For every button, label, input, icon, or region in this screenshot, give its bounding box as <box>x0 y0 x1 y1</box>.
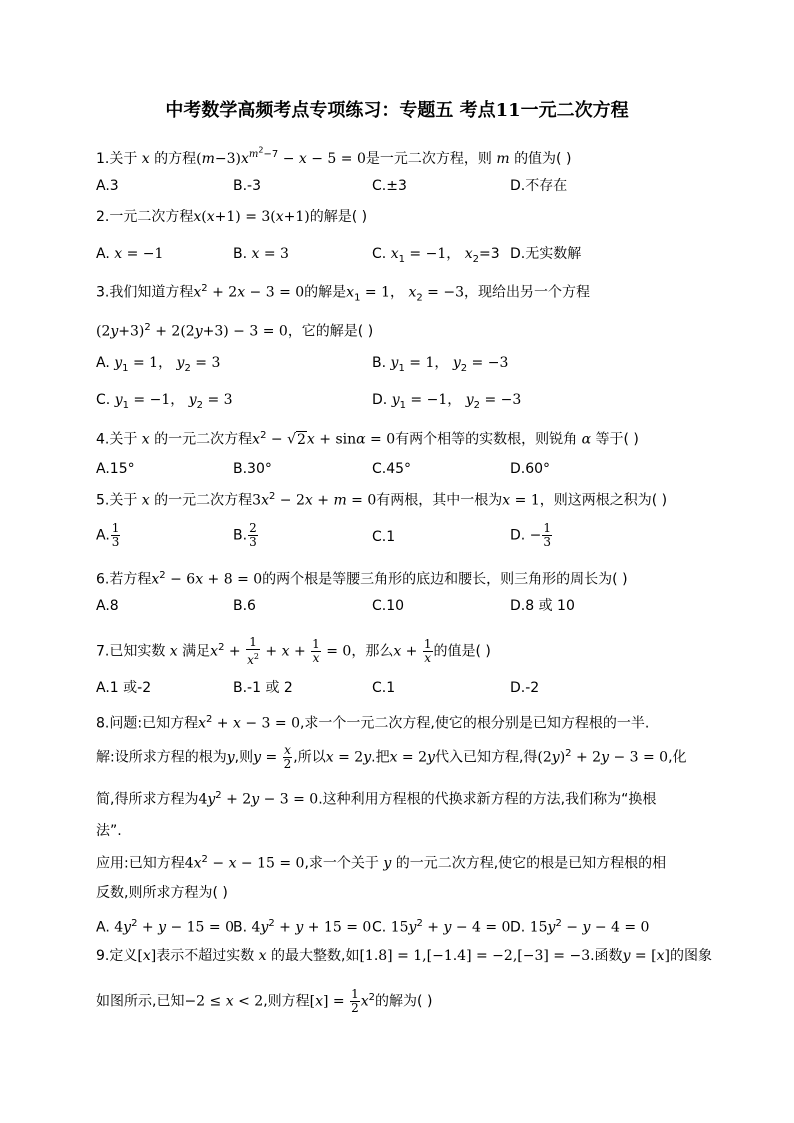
question-8-option-a: A. $4y^2 + y - 15 = 0$ <box>96 918 234 936</box>
question-3-stem-line-1: 3.我们知道方程$x^2 + 2x - 3 = 0$的解是$x_1 = 1$， $x_2 = -3$，现给出另一个方程 <box>96 283 591 304</box>
question-4-option-a: A.15° <box>96 461 135 477</box>
question-8-line-2: 解:设所求方程的根为y,则y = $\frac{x}{2}$ ,所以x = 2y.把x = 2y代入已知方程,得$(2y)^2 + 2y - 3 = 0$,化 <box>96 743 687 772</box>
question-5-option-a: A. $\frac{1}{3}$ <box>96 521 120 549</box>
question-7-option-d: D.-2 <box>510 680 540 696</box>
question-8-option-c: C. $15y^2 + y - 4 = 0$ <box>372 918 511 936</box>
question-1-stem: 1.关于 x 的方程$(m-3)x^{m^2-7} - x - 5 = 0$是一元二次方程，则 m 的值为( ) <box>96 146 572 167</box>
question-1-option-c: C.±3 <box>372 178 407 194</box>
question-4-option-d: D.60° <box>510 461 551 477</box>
question-3-option-c: C. $y_1 = -1$， $y_2 = 3$ <box>96 392 233 411</box>
question-4-option-c: C.45° <box>372 461 412 477</box>
question-1-option-b: B.-3 <box>233 178 262 194</box>
question-8-option-d: D. $15y^2 - y - 4 = 0$ <box>510 918 650 936</box>
question-3-option-b: B. $y_1 = 1$， $y_2 = -3$ <box>372 355 509 374</box>
question-8-line-3: 简,得所求方程为$4y^2 + 2y - 3 = 0$.这种利用方程根的代换求新方程的方法,我们称为“换根 <box>96 790 657 808</box>
question-8-line-4: 法”. <box>96 823 122 839</box>
question-5-stem: 5.关于 x 的一元二次方程$3x^2 - 2x + m = 0$有两根，其中一根为x = 1，则这两根之积为( ) <box>96 491 668 509</box>
question-7-option-b: B.-1 或 2 <box>233 680 293 696</box>
question-2-option-d: D.无实数解 <box>510 246 582 262</box>
question-2-option-b: B. x = 3 <box>233 246 289 262</box>
question-3-option-d: D. $y_1 = -1$， $y_2 = -3$ <box>372 392 522 411</box>
question-9-line-1: 9.定义[x]表示不超过实数 x 的最大整数,如[1.8] = 1,[−1.4] = −2,[−3] = −3.函数y = [x]的图象 <box>96 948 712 964</box>
question-3-stem-line-2: $(2y+3)^2 + 2(2y+3) - 3 = 0$，它的解是( ) <box>96 322 374 340</box>
question-5-option-d: D. − $\frac{1}{3}$ <box>510 521 552 549</box>
question-7-option-c: C.1 <box>372 680 396 696</box>
question-6-option-b: B.6 <box>233 598 256 614</box>
question-6-option-d: D.8 或 10 <box>510 598 575 614</box>
question-1-option-d: D.不存在 <box>510 178 568 194</box>
question-7-stem: 7.已知实数 x 满足$x^2$ + $\frac{1}{x^2}$ + x + $\frac{1}{x}$ = 0，那么x + $\frac{1}{x}$ 的值是( ) <box>96 635 491 667</box>
question-5-option-c: C.1 <box>372 529 396 545</box>
question-8-option-b: B. $4y^2 + y + 15 = 0$ <box>233 918 372 936</box>
question-2-option-c: C. $x_1 = -1$， $x_2=3$ <box>372 246 500 265</box>
question-2-stem: 2.一元二次方程x(x+1) = 3(x+1)的解是( ) <box>96 209 368 225</box>
question-8-line-6: 反数,则所求方程为( ) <box>96 885 228 901</box>
page-title: 中考数学高频考点专项练习：专题五 考点11一元二次方程 <box>165 100 629 121</box>
question-3-option-a: A. $y_1 = 1$， $y_2 = 3$ <box>96 355 221 374</box>
question-4-option-b: B.30° <box>233 461 272 477</box>
question-8-line-5: 应用:已知方程$4x^2 - x - 15 = 0$,求一个关于 y 的一元二次方程,使它的根是已知方程根的相 <box>96 854 667 872</box>
question-9-line-2: 如图所示,已知−2 ≤ x < 2,则方程[x] = $\frac{1}{2}$ $x^2$的解为( ) <box>96 987 433 1016</box>
question-2-option-a: A. x = −1 <box>96 246 164 262</box>
question-4-stem: 4.关于 x 的一元二次方程$x^2 - √2x + \sin\alpha = 0$有两个相等的实数根，则锐角 α 等于( ) <box>96 430 639 448</box>
question-6-stem: 6.若方程$x^2 - 6x + 8 = 0$的两个根是等腰三角形的底边和腰长，则三角形的周长为( ) <box>96 570 628 588</box>
question-8-line-1: 8.问题:已知方程$x^2 + x - 3 = 0$,求一个一元二次方程,使它的根分别是已知方程根的一半. <box>96 714 650 732</box>
question-7-option-a: A.1 或-2 <box>96 680 152 696</box>
question-5-option-b: B. $\frac{2}{3}$ <box>233 521 257 549</box>
question-6-option-c: C.10 <box>372 598 405 614</box>
question-6-option-a: A.8 <box>96 598 119 614</box>
question-1-option-a: A.3 <box>96 178 119 194</box>
